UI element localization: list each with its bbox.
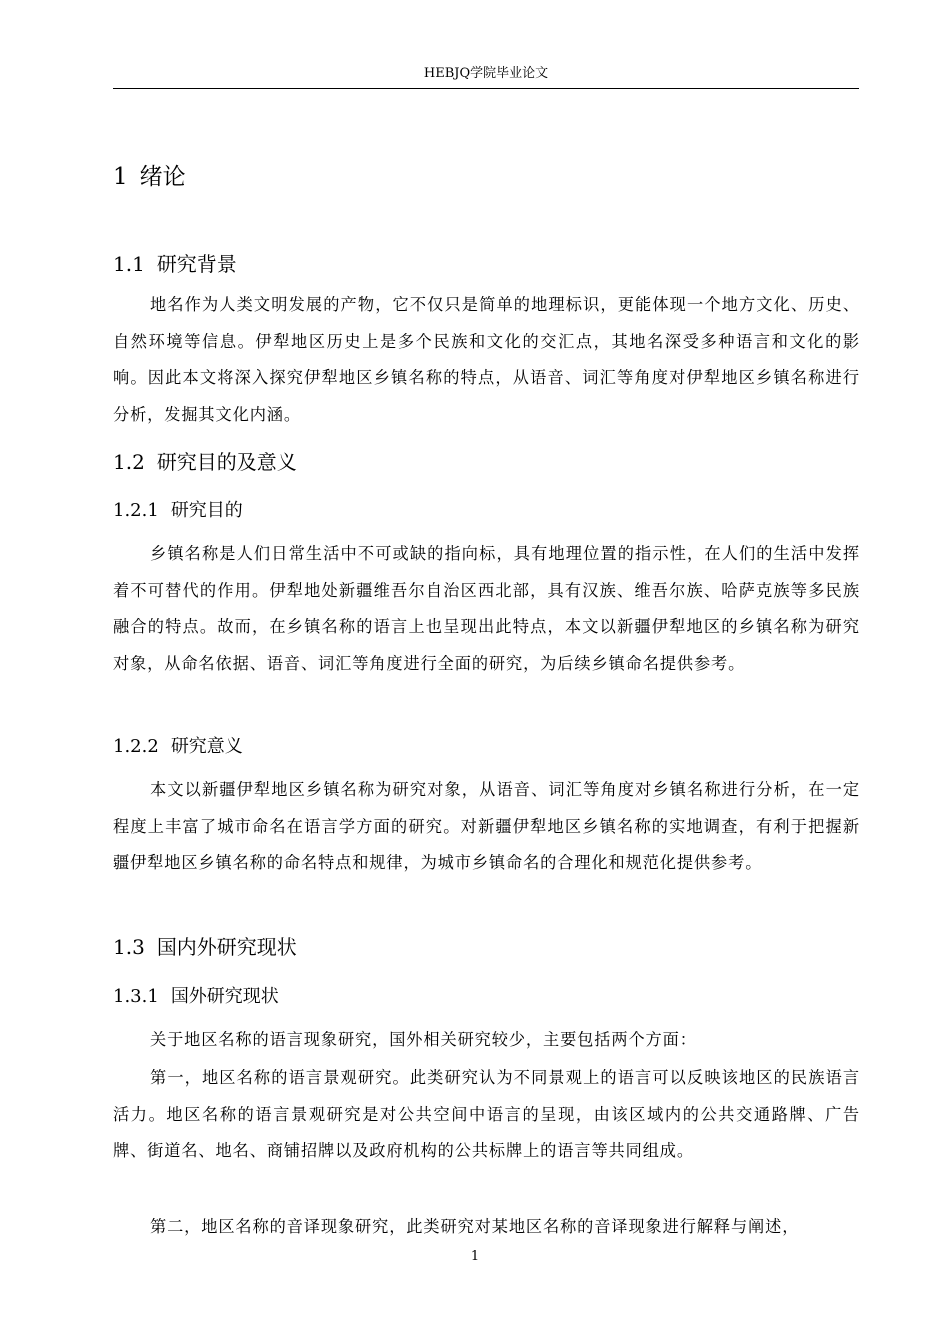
subsection-title: 研究意义 [170,736,243,757]
section-heading-1-1 [113,251,237,277]
section-number: 1.1 [113,252,145,276]
section-heading-1-3 [113,934,297,960]
paragraph-foreign-first: 第一，地区名称的语言景观研究。此类研究认为不同景观上的语言可以反映该地区的民族语言活力。地区名称的语言景观研究是对公共空间中语言的呈现，由该区域内的公共交通路牌、广告牌、街道名、地名、商铺招牌以及政府机构的公共标牌上的语言等共同组成。 [113,1068,860,1160]
subsection-heading-1-2-2 [113,735,243,759]
paragraph-purpose: 乡镇名称是人们日常生活中不可或缺的指向标，具有地理位置的指示性，在人们的生活中发挥着不可替代的作用。伊犁地处新疆维吾尔自治区西北部，具有汉族、维吾尔族、哈萨克族等多民族融合的特点。故而，在乡镇名称的语言上也呈现出此特点，本文以新疆伊犁地区的乡镇名称为研究对象，从命名依据、语音、词汇等角度进行全面的研究，为后续乡镇命名提供参考。 [113,544,860,673]
subsection-title: 研究目的 [170,500,243,521]
header-rule [113,88,859,89]
section-number: 1.2 [113,450,145,474]
paragraph-foreign-second: 第二，地区名称的音译现象研究，此类研究对某地区名称的音译现象进行解释与阐述， [150,1217,800,1236]
section-number: 1.3 [113,935,145,959]
subsection-number: 1.3.1 [113,986,159,1007]
section-title: 国内外研究现状 [156,935,297,959]
chapter-title: 绪论 [139,164,186,190]
running-header: HEBJQ学院毕业论文 [423,66,549,81]
chapter-number: 1 [113,164,128,190]
paragraph-foreign-intro: 关于地区名称的语言现象研究，国外相关研究较少，主要包括两个方面： [150,1030,697,1049]
subsection-title: 国外研究现状 [170,986,279,1007]
subsection-heading-1-3-1 [113,985,279,1009]
paragraph-background: 地名作为人类文明发展的产物，它不仅只是简单的地理标识，更能体现一个地方文化、历史、自然环境等信息。伊犁地区历史上是多个民族和文化的交汇点，其地名深受多种语言和文化的影响。因此本文将深入探究伊犁地区乡镇名称的特点，从语音、词汇等角度对伊犁地区乡镇名称进行分析，发掘其文化内涵。 [113,295,860,424]
subsection-heading-1-2-1 [113,499,243,523]
chapter-heading [113,162,186,192]
subsection-number: 1.2.1 [113,500,159,521]
section-title: 研究背景 [156,252,237,276]
section-title: 研究目的及意义 [156,450,297,474]
paragraph-significance: 本文以新疆伊犁地区乡镇名称为研究对象，从语音、词汇等角度对乡镇名称进行分析，在一定程度上丰富了城市命名在语言学方面的研究。对新疆伊犁地区乡镇名称的实地调查，有利于把握新疆伊犁地区乡镇名称的命名特点和规律，为城市乡镇命名的合理化和规范化提供参考。 [113,780,860,872]
section-heading-1-2 [113,449,297,475]
subsection-number: 1.2.2 [113,736,159,757]
page-number: 1 [470,1249,480,1264]
